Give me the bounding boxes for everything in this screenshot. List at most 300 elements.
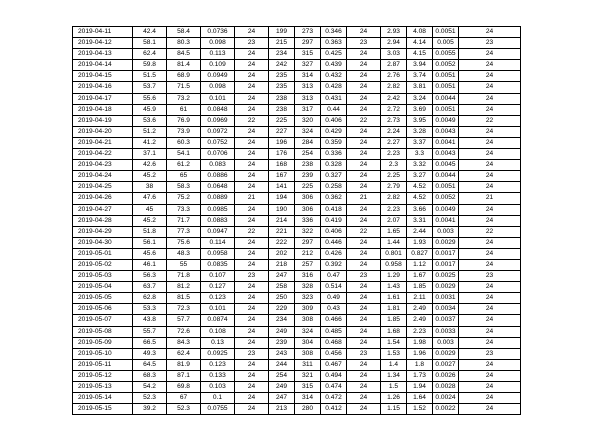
value-cell: 314 <box>295 71 321 82</box>
value-cell: 238 <box>269 104 295 115</box>
value-cell: 48.3 <box>167 248 201 259</box>
value-cell: 73.9 <box>167 126 201 137</box>
value-cell: 61.2 <box>167 160 201 171</box>
value-cell: 0.485 <box>321 326 347 337</box>
date-cell: 2019-05-09 <box>73 337 133 348</box>
date-cell: 2019-05-15 <box>73 404 133 415</box>
value-cell: 0.127 <box>201 282 235 293</box>
value-cell: 190 <box>269 204 295 215</box>
value-cell: 0.47 <box>321 271 347 282</box>
value-cell: 67 <box>167 393 201 404</box>
value-cell: 24 <box>235 259 269 270</box>
value-cell: 24 <box>347 248 381 259</box>
value-cell: 0.0022 <box>433 404 459 415</box>
value-cell: 0.0029 <box>433 282 459 293</box>
value-cell: 0.346 <box>321 27 347 38</box>
value-cell: 0.466 <box>321 315 347 326</box>
value-cell: 1.54 <box>381 337 407 348</box>
value-cell: 0.13 <box>201 337 235 348</box>
value-cell: 0.0848 <box>201 104 235 115</box>
value-cell: 4.08 <box>407 27 433 38</box>
value-cell: 2.42 <box>381 93 407 104</box>
value-cell: 0.0874 <box>201 315 235 326</box>
value-cell: 0.0051 <box>433 182 459 193</box>
value-cell: 0.474 <box>321 382 347 393</box>
value-cell: 1.98 <box>407 337 433 348</box>
value-cell: 0.0883 <box>201 215 235 226</box>
value-cell: 0.0024 <box>433 393 459 404</box>
date-cell: 2019-04-22 <box>73 149 133 160</box>
value-cell: 1.65 <box>381 226 407 237</box>
value-cell: 51.2 <box>133 126 167 137</box>
date-cell: 2019-04-11 <box>73 27 133 38</box>
value-cell: 24 <box>235 171 269 182</box>
value-cell: 0.0017 <box>433 248 459 259</box>
date-cell: 2019-05-01 <box>73 248 133 259</box>
value-cell: 24 <box>235 293 269 304</box>
value-cell: 254 <box>269 370 295 381</box>
value-cell: 4.52 <box>407 182 433 193</box>
value-cell: 0.0648 <box>201 182 235 193</box>
value-cell: 23 <box>459 38 521 49</box>
table-row <box>73 126 521 137</box>
value-cell: 24 <box>347 404 381 415</box>
value-cell: 2.76 <box>381 71 407 82</box>
value-cell: 0.108 <box>201 326 235 337</box>
value-cell: 24 <box>235 160 269 171</box>
value-cell: 0.0051 <box>433 71 459 82</box>
value-cell: 254 <box>295 149 321 160</box>
value-cell: 0.098 <box>201 38 235 49</box>
value-cell: 0.439 <box>321 60 347 71</box>
value-cell: 72.6 <box>167 326 201 337</box>
value-cell: 218 <box>269 259 295 270</box>
value-cell: 24 <box>347 204 381 215</box>
value-cell: 1.53 <box>381 348 407 359</box>
table-row <box>73 104 521 115</box>
value-cell: 81.9 <box>167 359 201 370</box>
value-cell: 215 <box>269 38 295 49</box>
date-cell: 2019-04-19 <box>73 115 133 126</box>
value-cell: 247 <box>269 393 295 404</box>
value-cell: 24 <box>235 382 269 393</box>
value-cell: 24 <box>235 359 269 370</box>
value-cell: 24 <box>235 149 269 160</box>
value-cell: 53.7 <box>133 82 167 93</box>
date-cell: 2019-05-14 <box>73 393 133 404</box>
value-cell: 24 <box>459 259 521 270</box>
value-cell: 23 <box>235 271 269 282</box>
value-cell: 0.0041 <box>433 215 459 226</box>
value-cell: 24 <box>235 82 269 93</box>
value-cell: 24 <box>347 315 381 326</box>
value-cell: 24 <box>235 215 269 226</box>
value-cell: 84.5 <box>167 49 201 60</box>
table-row <box>73 248 521 259</box>
value-cell: 22 <box>459 115 521 126</box>
value-cell: 321 <box>295 370 321 381</box>
value-cell: 0.0037 <box>433 315 459 326</box>
value-cell: 24 <box>459 248 521 259</box>
value-cell: 87.1 <box>167 370 201 381</box>
value-cell: 0.801 <box>381 248 407 259</box>
value-cell: 314 <box>295 393 321 404</box>
value-cell: 328 <box>295 282 321 293</box>
value-cell: 55 <box>167 259 201 270</box>
value-cell: 42.4 <box>133 27 167 38</box>
value-cell: 1.61 <box>381 293 407 304</box>
value-cell: 284 <box>295 137 321 148</box>
date-cell: 2019-04-26 <box>73 193 133 204</box>
table-row <box>73 293 521 304</box>
value-cell: 0.472 <box>321 393 347 404</box>
value-cell: 23 <box>347 271 381 282</box>
value-cell: 24 <box>235 60 269 71</box>
value-cell: 2.23 <box>407 326 433 337</box>
value-cell: 141 <box>269 182 295 193</box>
table-row <box>73 315 521 326</box>
value-cell: 24 <box>235 248 269 259</box>
value-cell: 0.003 <box>433 226 459 237</box>
value-cell: 23 <box>459 348 521 359</box>
value-cell: 1.96 <box>407 348 433 359</box>
value-cell: 38 <box>133 182 167 193</box>
date-cell: 2019-05-04 <box>73 282 133 293</box>
value-cell: 56.3 <box>133 271 167 282</box>
value-cell: 0.0017 <box>433 259 459 270</box>
value-cell: 24 <box>235 304 269 315</box>
value-cell: 24 <box>347 104 381 115</box>
value-cell: 3.37 <box>407 137 433 148</box>
value-cell: 0.328 <box>321 160 347 171</box>
value-cell: 41.2 <box>133 137 167 148</box>
value-cell: 24 <box>235 104 269 115</box>
value-cell: 315 <box>295 382 321 393</box>
value-cell: 43.8 <box>133 315 167 326</box>
value-cell: 3.95 <box>407 115 433 126</box>
value-cell: 24 <box>459 282 521 293</box>
value-cell: 0.0055 <box>433 49 459 60</box>
table-row <box>73 115 521 126</box>
table-row <box>73 171 521 182</box>
value-cell: 0.0972 <box>201 126 235 137</box>
value-cell: 0.133 <box>201 370 235 381</box>
value-cell: 24 <box>347 27 381 38</box>
value-cell: 66.5 <box>133 337 167 348</box>
value-cell: 4.15 <box>407 49 433 60</box>
value-cell: 0.0947 <box>201 226 235 237</box>
value-cell: 72.3 <box>167 304 201 315</box>
date-cell: 2019-05-02 <box>73 259 133 270</box>
value-cell: 0.494 <box>321 370 347 381</box>
value-cell: 3.03 <box>381 49 407 60</box>
value-cell: 0.0029 <box>433 237 459 248</box>
value-cell: 1.15 <box>381 404 407 415</box>
date-cell: 2019-05-12 <box>73 370 133 381</box>
date-cell: 2019-04-24 <box>73 171 133 182</box>
value-cell: 1.67 <box>407 271 433 282</box>
value-cell: 243 <box>269 348 295 359</box>
value-cell: 297 <box>295 38 321 49</box>
value-cell: 53.6 <box>133 115 167 126</box>
value-cell: 324 <box>295 126 321 137</box>
value-cell: 0.0985 <box>201 204 235 215</box>
value-cell: 2.49 <box>407 315 433 326</box>
value-cell: 24 <box>459 393 521 404</box>
value-cell: 317 <box>295 104 321 115</box>
value-cell: 24 <box>235 182 269 193</box>
table-row <box>73 215 521 226</box>
value-cell: 0.0044 <box>433 93 459 104</box>
value-cell: 2.07 <box>381 215 407 226</box>
value-cell: 0.103 <box>201 382 235 393</box>
value-cell: 1.73 <box>407 370 433 381</box>
value-cell: 24 <box>459 60 521 71</box>
value-cell: 0.0969 <box>201 115 235 126</box>
date-cell: 2019-05-11 <box>73 359 133 370</box>
value-cell: 0.827 <box>407 248 433 259</box>
value-cell: 315 <box>295 49 321 60</box>
value-cell: 1.93 <box>407 237 433 248</box>
value-cell: 0.101 <box>201 93 235 104</box>
value-cell: 24 <box>459 149 521 160</box>
value-cell: 306 <box>295 204 321 215</box>
date-cell: 2019-05-13 <box>73 382 133 393</box>
value-cell: 57.7 <box>167 315 201 326</box>
value-cell: 1.29 <box>381 271 407 282</box>
value-cell: 0.005 <box>433 38 459 49</box>
value-cell: 24 <box>459 104 521 115</box>
value-cell: 257 <box>295 259 321 270</box>
value-cell: 0.0049 <box>433 204 459 215</box>
table-row <box>73 382 521 393</box>
value-cell: 24 <box>235 404 269 415</box>
date-cell: 2019-05-08 <box>73 326 133 337</box>
value-cell: 58.1 <box>133 38 167 49</box>
table-row <box>73 226 521 237</box>
value-cell: 24 <box>459 382 521 393</box>
value-cell: 313 <box>295 93 321 104</box>
table-row <box>73 38 521 49</box>
value-cell: 81.5 <box>167 293 201 304</box>
value-cell: 24 <box>347 370 381 381</box>
value-cell: 0.336 <box>321 149 347 160</box>
value-cell: 24 <box>347 82 381 93</box>
value-cell: 3.27 <box>407 171 433 182</box>
value-cell: 250 <box>269 293 295 304</box>
value-cell: 24 <box>235 393 269 404</box>
value-cell: 0.0028 <box>433 382 459 393</box>
date-cell: 2019-05-03 <box>73 271 133 282</box>
value-cell: 24 <box>459 27 521 38</box>
value-cell: 0.113 <box>201 49 235 60</box>
value-cell: 24 <box>459 49 521 60</box>
value-cell: 1.4 <box>381 359 407 370</box>
value-cell: 68.3 <box>133 370 167 381</box>
value-cell: 80.3 <box>167 38 201 49</box>
value-cell: 24 <box>459 359 521 370</box>
value-cell: 297 <box>295 237 321 248</box>
value-cell: 0.003 <box>433 337 459 348</box>
value-cell: 56.1 <box>133 237 167 248</box>
value-cell: 71.5 <box>167 82 201 93</box>
value-cell: 24 <box>347 393 381 404</box>
table-row <box>73 137 521 148</box>
value-cell: 0.0029 <box>433 348 459 359</box>
value-cell: 0.327 <box>321 171 347 182</box>
value-cell: 1.26 <box>381 393 407 404</box>
value-cell: 258 <box>269 282 295 293</box>
value-cell: 39.2 <box>133 404 167 415</box>
value-cell: 24 <box>347 304 381 315</box>
value-cell: 22 <box>235 226 269 237</box>
value-cell: 24 <box>347 93 381 104</box>
value-cell: 24 <box>347 171 381 182</box>
table-row <box>73 204 521 215</box>
value-cell: 62.4 <box>167 348 201 359</box>
value-cell: 0.0752 <box>201 137 235 148</box>
value-cell: 0.0027 <box>433 359 459 370</box>
value-cell: 52.3 <box>133 393 167 404</box>
value-cell: 45.2 <box>133 215 167 226</box>
value-cell: 2.27 <box>381 137 407 148</box>
value-cell: 46.1 <box>133 259 167 270</box>
value-cell: 71.7 <box>167 215 201 226</box>
value-cell: 213 <box>269 404 295 415</box>
value-cell: 0.43 <box>321 304 347 315</box>
value-cell: 24 <box>347 71 381 82</box>
value-cell: 244 <box>269 359 295 370</box>
value-cell: 336 <box>295 215 321 226</box>
value-cell: 24 <box>347 293 381 304</box>
date-cell: 2019-04-14 <box>73 60 133 71</box>
table-row <box>73 149 521 160</box>
table-row <box>73 370 521 381</box>
value-cell: 0.392 <box>321 259 347 270</box>
value-cell: 45.6 <box>133 248 167 259</box>
value-cell: 23 <box>235 38 269 49</box>
value-cell: 306 <box>295 193 321 204</box>
value-cell: 2.93 <box>381 27 407 38</box>
value-cell: 0.258 <box>321 182 347 193</box>
value-cell: 63.7 <box>133 282 167 293</box>
value-cell: 49.3 <box>133 348 167 359</box>
value-cell: 0.0026 <box>433 370 459 381</box>
value-cell: 1.43 <box>381 282 407 293</box>
value-cell: 24 <box>235 370 269 381</box>
table-row <box>73 304 521 315</box>
table-row <box>73 160 521 171</box>
value-cell: 225 <box>269 115 295 126</box>
value-cell: 24 <box>347 160 381 171</box>
value-cell: 0.0835 <box>201 259 235 270</box>
value-cell: 3.94 <box>407 60 433 71</box>
value-cell: 1.5 <box>381 382 407 393</box>
value-cell: 2.3 <box>381 160 407 171</box>
value-cell: 45.9 <box>133 104 167 115</box>
value-cell: 24 <box>459 71 521 82</box>
value-cell: 0.0041 <box>433 137 459 148</box>
value-cell: 239 <box>269 337 295 348</box>
table-row <box>73 393 521 404</box>
value-cell: 84.3 <box>167 337 201 348</box>
value-cell: 202 <box>269 248 295 259</box>
date-cell: 2019-05-06 <box>73 304 133 315</box>
value-cell: 75.2 <box>167 193 201 204</box>
value-cell: 1.81 <box>381 304 407 315</box>
date-cell: 2019-04-25 <box>73 182 133 193</box>
value-cell: 0.0886 <box>201 171 235 182</box>
value-cell: 24 <box>347 137 381 148</box>
value-cell: 0.431 <box>321 93 347 104</box>
date-cell: 2019-05-05 <box>73 293 133 304</box>
value-cell: 2.25 <box>381 171 407 182</box>
value-cell: 62.4 <box>133 49 167 60</box>
value-cell: 24 <box>347 359 381 370</box>
value-cell: 60.3 <box>167 137 201 148</box>
value-cell: 168 <box>269 160 295 171</box>
value-cell: 24 <box>459 137 521 148</box>
value-cell: 1.85 <box>381 315 407 326</box>
value-cell: 24 <box>459 237 521 248</box>
value-cell: 2.44 <box>407 226 433 237</box>
value-cell: 1.52 <box>407 404 433 415</box>
value-cell: 24 <box>459 293 521 304</box>
value-cell: 196 <box>269 137 295 148</box>
date-cell: 2019-04-18 <box>73 104 133 115</box>
value-cell: 0.123 <box>201 293 235 304</box>
value-cell: 21 <box>347 193 381 204</box>
value-cell: 23 <box>347 38 381 49</box>
value-cell: 324 <box>295 326 321 337</box>
value-cell: 1.94 <box>407 382 433 393</box>
value-cell: 47.6 <box>133 193 167 204</box>
value-cell: 0.446 <box>321 237 347 248</box>
value-cell: 249 <box>269 382 295 393</box>
value-cell: 249 <box>269 326 295 337</box>
value-cell: 212 <box>295 248 321 259</box>
value-cell: 0.098 <box>201 82 235 93</box>
value-cell: 0.0043 <box>433 149 459 160</box>
value-cell: 0.0051 <box>433 82 459 93</box>
value-cell: 24 <box>235 337 269 348</box>
date-cell: 2019-04-30 <box>73 237 133 248</box>
value-cell: 235 <box>269 82 295 93</box>
table-row <box>73 27 521 38</box>
value-cell: 3.31 <box>407 215 433 226</box>
value-cell: 1.12 <box>407 259 433 270</box>
value-cell: 64.5 <box>133 359 167 370</box>
table-row <box>73 271 521 282</box>
value-cell: 2.87 <box>381 60 407 71</box>
date-cell: 2019-05-10 <box>73 348 133 359</box>
value-cell: 24 <box>235 204 269 215</box>
value-cell: 24 <box>459 126 521 137</box>
table-row <box>73 60 521 71</box>
value-cell: 167 <box>269 171 295 182</box>
value-cell: 239 <box>295 171 321 182</box>
value-cell: 73.2 <box>167 93 201 104</box>
value-cell: 320 <box>295 115 321 126</box>
value-cell: 242 <box>269 60 295 71</box>
value-cell: 2.11 <box>407 293 433 304</box>
value-cell: 24 <box>459 404 521 415</box>
table-row <box>73 326 521 337</box>
value-cell: 62.8 <box>133 293 167 304</box>
date-cell: 2019-04-12 <box>73 38 133 49</box>
value-cell: 194 <box>269 193 295 204</box>
value-cell: 1.34 <box>381 370 407 381</box>
